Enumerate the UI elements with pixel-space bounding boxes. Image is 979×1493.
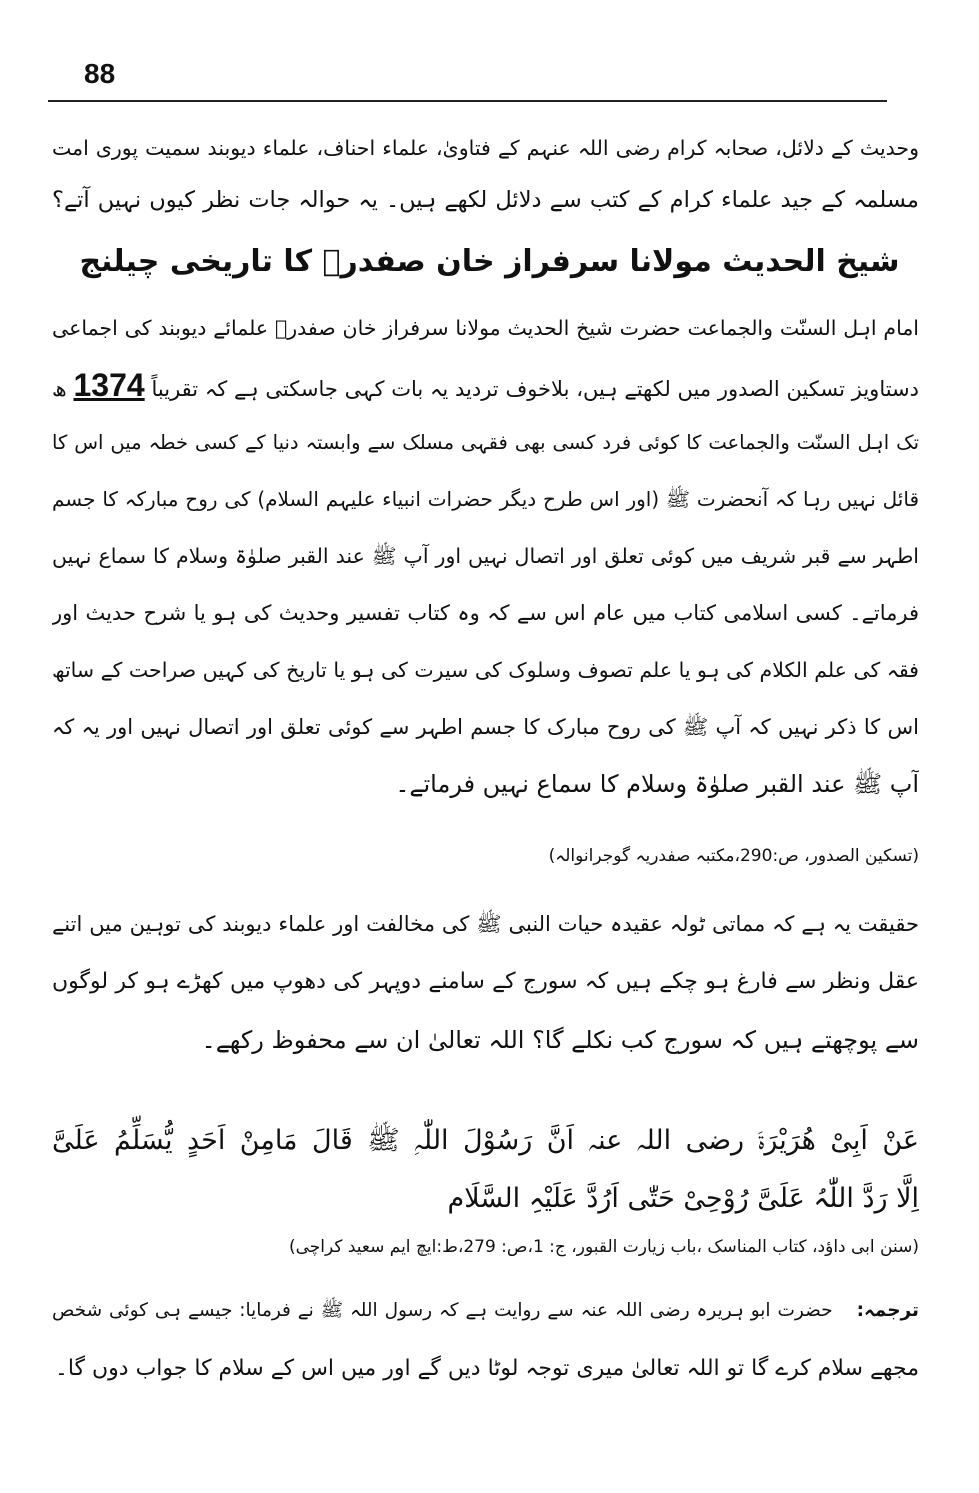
hadith-citation: (سنن ابی داؤد، کتاب المناسک ،باب زیارت القبور، ج: 1،ص: 279،ط:ایچ ایم سعید کراچی) bbox=[288, 1237, 919, 1257]
translation-paragraph bbox=[52, 1282, 919, 1398]
text-line-with-year bbox=[52, 357, 919, 414]
hadith-arabic bbox=[52, 1112, 919, 1228]
section-heading: شیخ الحدیث مولانا سرفراز خان صفدرؒ کا تاریخی چیلنج bbox=[79, 244, 900, 279]
text-segment: حضرت ابو ہریرہ رضی اللہ عنہ سے روایت ہے کہ رسول اللہ ﷺ نے فرمایا: جیسے ہی کوئی شخص bbox=[52, 1300, 833, 1321]
text-line: مجھے سلام کرے گا تو اللہ تعالیٰ میری توجہ لوٹا دیں گے اور میں اس کے سلام کا جواب دوں گا۔ bbox=[54, 1356, 919, 1381]
year-suffix: ھ bbox=[52, 377, 67, 401]
text-line: عقل ونظر سے فارغ ہو چکے ہیں کہ سورج کے سامنے دوپہر کی دھوپ میں کھڑے ہو کر لوگوں bbox=[52, 969, 919, 994]
intro-paragraph bbox=[52, 122, 919, 226]
translation-line bbox=[52, 1282, 919, 1340]
text-segment: دستاویز تسکین الصدور میں لکھتے ہیں، بلاخوف تردید یہ بات کہی جاسکتی ہے کہ تقریباً bbox=[151, 377, 919, 401]
text-line: فقہ کی علم الکلام کی ہو یا علم تصوف وسلوک کی سیرت کی ہو یا تاریخ کی کہیں صراحت کے ساتھ bbox=[52, 658, 919, 682]
text-line: وحدیث کے دلائل، صحابہ کرام رضی اللہ عنہم کے فتاویٰ، علماء احناف، علماء دیوبند سمیت پوری امت bbox=[52, 136, 919, 160]
arabic-line: عَنْ اَبِیْ ھُرَیْرَۃَ رضی اللہ عنہ اَنَّ رَسُوْلَ اللّٰہِ ﷺ قَالَ مَامِنْ اَحَدٍ یُّسَلِّمُ عَلَیَّ bbox=[52, 1125, 919, 1156]
text-line: آپ ﷺ عند القبر صلوٰۃ وسلام کا سماع نہیں فرماتے۔ bbox=[395, 770, 919, 798]
commentary-paragraph bbox=[52, 895, 919, 1069]
citation-reference: (تسکین الصدور، ص:290،مکتبہ صفدریہ گوجرانوالہ) bbox=[548, 846, 919, 866]
translation-label: ترجمہ: bbox=[856, 1300, 919, 1321]
text-line: اطہر سے قبر شریف میں کوئی تعلق اور اتصال نہیں اور آپ ﷺ عند القبر صلوٰۃ وسلام کا سماع نہیں bbox=[52, 544, 919, 568]
text-line: تک اہل السنّت والجماعت کا کوئی فرد کسی بھی فقہی مسلک سے وابستہ دنیا کے کسی خطہ میں اس کا bbox=[52, 431, 919, 454]
text-line: فرماتے۔ کسی اسلامی کتاب میں عام اس سے کہ وہ کتاب تفسیر وحدیث کی ہو یا شرح حدیث اور bbox=[52, 601, 919, 625]
text-line: مسلمہ کے جید علماء کرام کے کتب سے دلائل لکھے ہیں۔ یہ حوالہ جات نظر کیوں نہیں آتے؟ bbox=[52, 187, 919, 213]
quote-paragraph bbox=[52, 300, 919, 813]
arabic-line: اِلَّا رَدَّ اللّٰہُ عَلَیَّ رُوْحِیْ حَتّٰی اَرُدَّ عَلَیْہِ السَّلَام bbox=[447, 1183, 919, 1214]
year-number: 1374 bbox=[73, 367, 145, 403]
text-line: حقیقت یہ ہے کہ مماتی ٹولہ عقیدہ حیات النبی ﷺ کی مخالفت اور علماء دیوبند کی توہین میں اتنے bbox=[52, 912, 919, 936]
header-divider bbox=[48, 100, 887, 102]
text-line: امام اہل السنّت والجماعت حضرت شیخ الحدیث مولانا سرفراز خان صفدرؒ علمائے دیوبند کی اجماعی bbox=[52, 316, 919, 340]
text-line: اس کا ذکر نہیں کہ آپ ﷺ کی روح مبارک کا جسم اطہر سے کوئی تعلق اور اتصال نہیں اور یہ کہ bbox=[52, 715, 919, 739]
page-number: 88 bbox=[84, 58, 116, 89]
text-line: قائل نہیں رہا کہ آنحضرت ﷺ (اور اس طرح دیگر حضرات انبیاء علیہم السلام) کی روح مبارکہ کا جسم bbox=[52, 487, 919, 511]
text-line: سے پوچھتے ہیں کہ سورج کب نکلے گا؟ اللہ تعالیٰ ان سے محفوظ رکھے۔ bbox=[201, 1026, 919, 1054]
